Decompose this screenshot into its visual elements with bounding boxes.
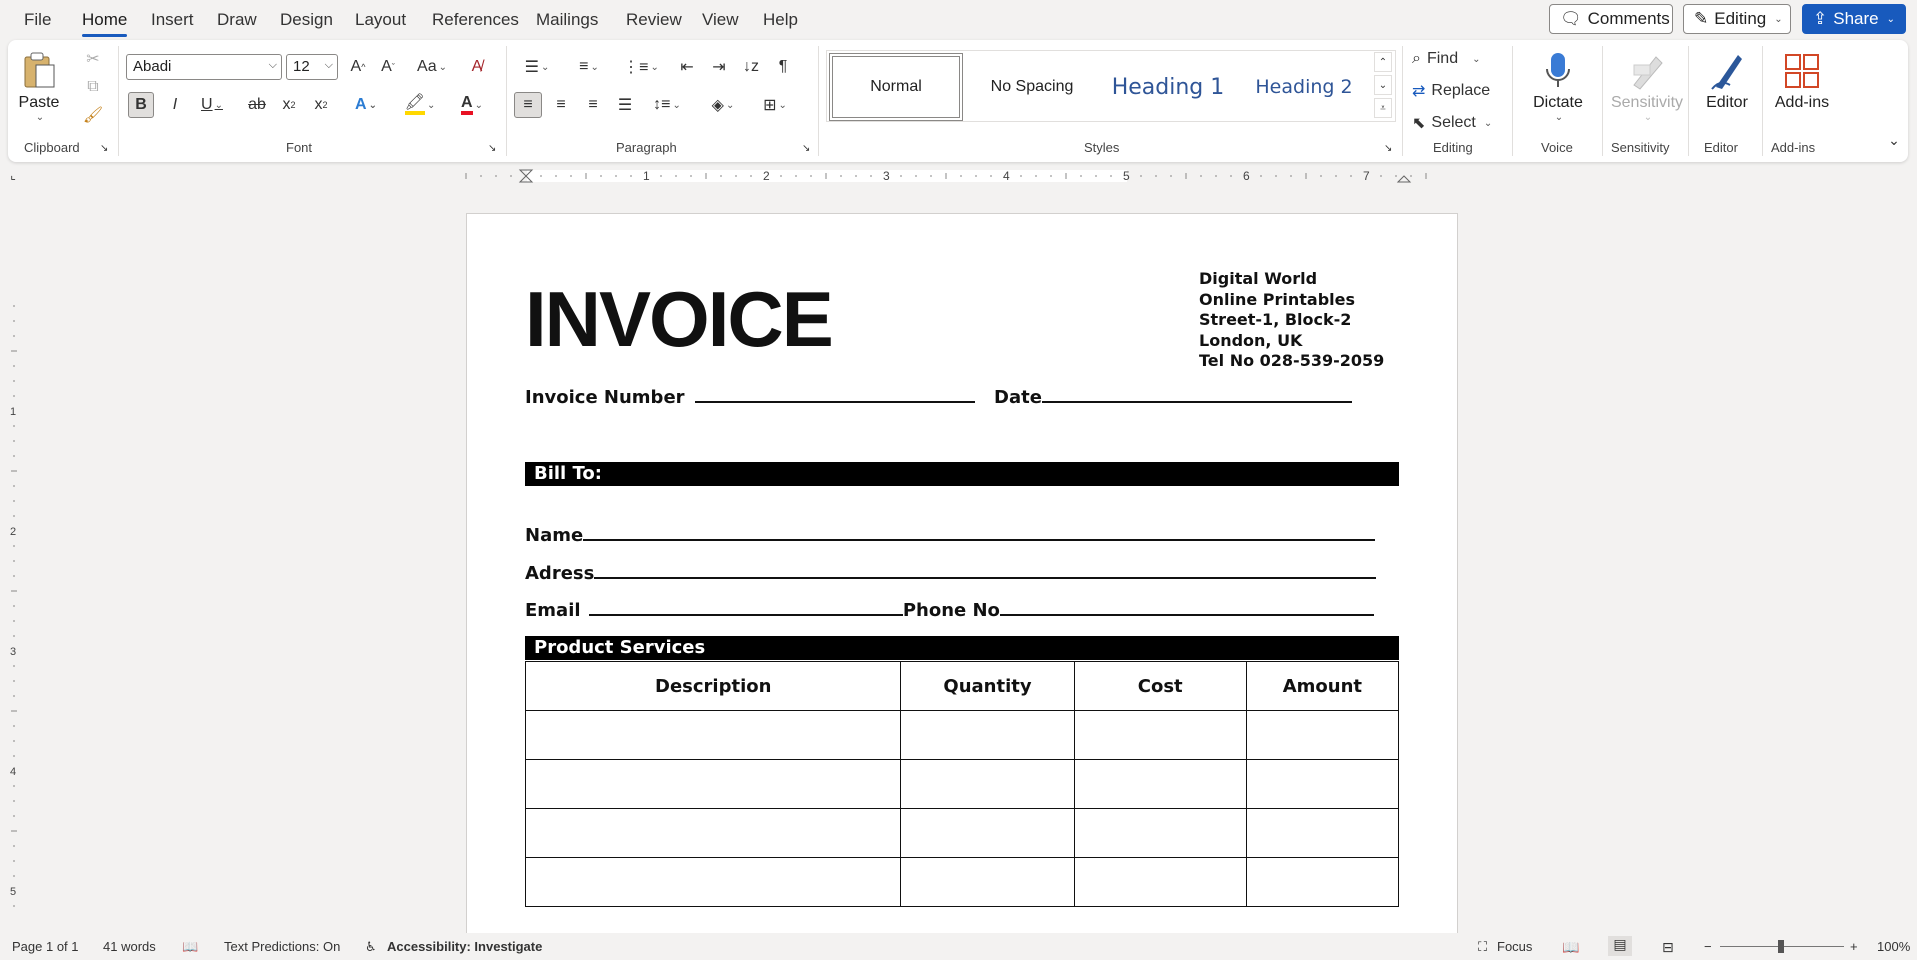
share-label: Share — [1833, 9, 1879, 28]
table-header: Quantity — [901, 662, 1074, 711]
dialog-launcher-icon[interactable]: ↘ — [488, 143, 497, 154]
editing-mode-button[interactable] — [1683, 4, 1791, 34]
invoice-title: INVOICE — [525, 275, 832, 363]
addins-label: Add-ins — [1774, 94, 1830, 111]
superscript-icon[interactable]: x 2 — [314, 96, 328, 113]
zoom-out-icon[interactable]: − — [1704, 939, 1712, 954]
bill-to-bar: Bill To: — [525, 462, 1399, 486]
addins-group-label: Add-ins — [1771, 140, 1816, 155]
focus-icon: ⛶ — [1478, 939, 1488, 954]
sensitivity-group-label: Sensitivity — [1611, 140, 1670, 155]
format-painter-icon[interactable]: 🖌 — [82, 107, 104, 124]
cut-icon[interactable]: ✂ — [86, 51, 100, 68]
text-effects-icon[interactable]: A ⌄ — [355, 96, 377, 113]
chevron-down-icon: ⌵ — [268, 59, 277, 71]
status-bar — [0, 933, 1917, 960]
separator — [506, 46, 507, 156]
separator — [818, 46, 819, 156]
web-layout-icon[interactable]: ⊟ — [1662, 939, 1674, 955]
vertical-ruler[interactable] — [6, 280, 22, 930]
decrease-indent-icon[interactable]: ⇤ — [680, 59, 694, 76]
subscript-icon[interactable]: x 2 — [282, 96, 296, 113]
name-line — [583, 523, 1375, 541]
menu-review[interactable]: Review — [626, 10, 682, 29]
table-cell[interactable] — [901, 760, 1074, 809]
text-predictions[interactable]: Text Predictions: On — [224, 939, 341, 954]
horizontal-ruler[interactable] — [465, 168, 1460, 184]
date-line — [1042, 385, 1352, 403]
table-cell[interactable] — [1246, 858, 1398, 907]
table-header: Cost — [1074, 662, 1246, 711]
pencil-icon: ✎ — [1694, 9, 1709, 28]
table-row — [526, 858, 1399, 907]
bullets-icon[interactable]: ☰ ⌄ — [524, 59, 550, 76]
address-field — [525, 561, 1376, 584]
sensitivity-label: Sensitivity — [1610, 94, 1684, 111]
chevron-down-icon: ⌄ — [1554, 112, 1564, 123]
table-cell[interactable] — [1246, 760, 1398, 809]
phone-line — [1000, 598, 1374, 616]
chevron-down-icon: ⌄ — [35, 112, 45, 123]
editor-button[interactable] — [1694, 48, 1760, 112]
email-field — [525, 598, 1374, 621]
editor-label: Editor — [1706, 94, 1748, 111]
table-cell[interactable] — [1074, 858, 1246, 907]
ruler-number: 7 — [1363, 169, 1370, 183]
highlight-color-icon[interactable]: 🖍 ⌄ — [398, 92, 442, 118]
cursor-icon: ⬉ — [1412, 115, 1426, 132]
addins-button[interactable] — [1766, 48, 1838, 112]
align-center-icon[interactable]: ≡ — [556, 96, 566, 113]
ruler-number: 3 — [883, 169, 890, 183]
share-button[interactable] — [1802, 4, 1906, 34]
separator — [118, 46, 119, 156]
menu-mailings[interactable]: Mailings — [536, 10, 599, 29]
menu-layout[interactable]: Layout — [355, 10, 407, 29]
table-cell[interactable] — [526, 858, 901, 907]
accessibility-status[interactable]: Accessibility: Investigate — [387, 939, 543, 954]
table-cell[interactable] — [526, 809, 901, 858]
ruler-number: 1 — [10, 406, 17, 418]
company-line: Online Printables — [1199, 289, 1356, 309]
dialog-launcher-icon[interactable]: ↘ — [100, 143, 109, 154]
company-line: Digital World — [1199, 269, 1318, 288]
ruler-number: 5 — [10, 886, 17, 898]
chevron-down-icon: ⌄ — [1886, 13, 1896, 25]
font-group-label: Font — [286, 140, 313, 155]
document-page[interactable] — [466, 213, 1458, 933]
increase-indent-icon[interactable]: ⇥ — [712, 59, 726, 76]
align-left-icon[interactable]: ≡ — [514, 92, 542, 118]
table-cell[interactable] — [526, 760, 901, 809]
table-cell[interactable] — [901, 809, 1074, 858]
scroll-down-icon[interactable]: ⌄ — [1374, 75, 1392, 95]
table-cell[interactable] — [526, 711, 901, 760]
sort-icon[interactable]: ↓z — [743, 58, 759, 75]
grow-font-icon[interactable]: A ^ — [350, 58, 366, 75]
company-line: London, UK — [1199, 330, 1303, 350]
bold-icon[interactable]: B — [128, 92, 154, 118]
underline-icon[interactable]: U ⌄ — [201, 96, 223, 113]
ruler-number: 5 — [1123, 169, 1130, 183]
address-line — [594, 561, 1376, 579]
company-line: Street-1, Block-2 — [1199, 310, 1352, 329]
table-row — [526, 760, 1399, 809]
ruler-number: 4 — [10, 766, 17, 778]
chevron-down-icon: ⌵ — [324, 59, 333, 71]
comments-button[interactable] — [1549, 4, 1673, 34]
dialog-launcher-icon[interactable]: ↘ — [802, 143, 811, 154]
invoice-number-field — [525, 385, 975, 408]
font-color-icon[interactable]: A ⌄ — [450, 92, 494, 118]
email-line — [589, 598, 903, 616]
table-header: Amount — [1246, 662, 1398, 711]
editor-icon — [1694, 48, 1760, 94]
italic-icon[interactable]: I — [172, 96, 178, 113]
menu-references[interactable]: References — [432, 10, 519, 29]
scroll-up-icon[interactable]: ⌃ — [1374, 52, 1392, 72]
separator — [1512, 46, 1513, 156]
zoom-level[interactable]: 100% — [1877, 939, 1911, 954]
ribbon — [8, 40, 1908, 162]
numbering-icon[interactable]: ≡ ⌄ — [579, 58, 599, 75]
style-normal[interactable]: Normal — [829, 53, 963, 121]
table-cell[interactable] — [1246, 809, 1398, 858]
menu-design[interactable]: Design — [280, 10, 333, 29]
editor-group-label: Editor — [1704, 140, 1738, 155]
date-label: Date — [994, 387, 1042, 408]
justify-icon[interactable]: ☰ — [617, 97, 633, 114]
shading-icon[interactable]: ◈ ⌄ — [711, 97, 735, 114]
ruler-number: 1 — [643, 169, 650, 183]
table-row — [526, 711, 1399, 760]
replace-button[interactable] — [1412, 78, 1502, 104]
share-icon: ⇪ — [1813, 9, 1828, 28]
product-services-bar: Product Services — [525, 636, 1399, 660]
tab-selector-icon[interactable]: ⌞ — [10, 168, 16, 182]
copy-icon[interactable]: ⧉ — [87, 78, 99, 95]
line-spacing-icon[interactable]: ↕≡ ⌄ — [653, 96, 681, 113]
print-layout-icon[interactable]: ▤ — [1608, 936, 1632, 956]
clipboard-group-label: Clipboard — [24, 140, 80, 155]
paste-icon — [14, 48, 64, 94]
invoice-number-line — [695, 385, 975, 403]
search-icon: ⌕ — [1412, 50, 1421, 67]
word-count[interactable]: 41 words — [103, 939, 156, 954]
menu-draw[interactable]: Draw — [217, 10, 257, 29]
table-header-row — [526, 662, 1399, 711]
addins-icon — [1766, 48, 1838, 94]
table-cell[interactable] — [1074, 711, 1246, 760]
styles-more-icon[interactable]: ⩡ — [1374, 98, 1392, 118]
separator — [1688, 46, 1689, 156]
select-button[interactable]: ⬉ Select ⌄ — [1412, 114, 1493, 132]
multilevel-list-icon[interactable]: ⋮≡ ⌄ — [623, 59, 659, 76]
borders-icon[interactable]: ⊞ ⌄ — [763, 97, 787, 114]
comment-icon: 🗨 — [1560, 9, 1582, 28]
shrink-font-icon[interactable]: A ˇ — [381, 58, 395, 75]
select-label: Select — [1431, 114, 1476, 131]
name-field — [525, 523, 1375, 546]
align-right-icon[interactable]: ≡ — [588, 96, 598, 113]
phone-label: Phone No — [902, 600, 1000, 621]
separator — [1402, 46, 1403, 156]
dictate-label: Dictate — [1533, 94, 1583, 111]
table-header: Description — [526, 662, 901, 711]
table-cell[interactable] — [1074, 809, 1246, 858]
menu-home[interactable]: Home — [82, 10, 128, 29]
zoom-in-icon[interactable]: + — [1850, 939, 1858, 954]
email-label: Email — [525, 600, 581, 621]
table-cell[interactable] — [1074, 760, 1246, 809]
sensitivity-button[interactable] — [1606, 48, 1688, 123]
change-case-icon[interactable]: Aa ⌄ — [417, 58, 447, 75]
table-row — [526, 809, 1399, 858]
company-line: Tel No 028-539-2059 — [1199, 351, 1385, 370]
replace-label: Replace — [1431, 82, 1491, 99]
show-formatting-icon[interactable]: ¶ — [778, 58, 788, 75]
dialog-launcher-icon[interactable]: ↘ — [1384, 143, 1393, 154]
editing-group-label: Editing — [1433, 140, 1473, 155]
company-info — [1199, 269, 1384, 372]
ruler-number: 2 — [763, 169, 770, 183]
product-table — [525, 661, 1399, 907]
page-count[interactable]: Page 1 of 1 — [12, 939, 79, 954]
name-label: Name — [525, 525, 584, 546]
chevron-down-icon: ⌄ — [1774, 13, 1783, 25]
invoice-number-label: Invoice Number — [525, 387, 685, 408]
styles-group-label: Styles — [1084, 140, 1120, 155]
font-size-value: 12 — [293, 58, 310, 75]
sensitivity-icon — [1606, 48, 1688, 94]
collapse-ribbon-icon[interactable]: ⌄ — [1888, 131, 1900, 148]
menu-file[interactable]: File — [24, 10, 52, 29]
paste-button[interactable] — [14, 48, 64, 123]
microphone-icon — [1520, 48, 1596, 94]
style-no-spacing[interactable]: No Spacing — [990, 78, 1074, 95]
font-size-select[interactable] — [286, 54, 338, 80]
menu-view[interactable]: View — [702, 10, 739, 29]
date-field — [994, 385, 1352, 408]
ruler-number: 3 — [10, 646, 17, 658]
chevron-down-icon: ⌄ — [1643, 112, 1653, 123]
menu-bar — [0, 0, 1917, 40]
style-heading-1[interactable]: Heading 1 — [1111, 74, 1225, 100]
styles-gallery — [826, 50, 1396, 122]
table-cell[interactable] — [901, 858, 1074, 907]
address-label: Adress — [525, 563, 595, 584]
menu-help[interactable]: Help — [763, 10, 798, 29]
table-cell[interactable] — [1246, 711, 1398, 760]
ruler-number: 4 — [1003, 169, 1010, 183]
read-mode-icon[interactable]: 📖 — [1562, 939, 1580, 955]
zoom-slider-thumb[interactable] — [1778, 940, 1784, 953]
font-name-value: Abadi — [133, 58, 172, 75]
menu-insert[interactable]: Insert — [151, 10, 194, 29]
focus-button[interactable]: Focus — [1497, 939, 1533, 954]
paragraph-group-label: Paragraph — [616, 140, 677, 155]
separator — [1602, 46, 1603, 156]
editing-label: Editing — [1714, 9, 1767, 28]
clear-formatting-icon[interactable]: A̸ — [471, 58, 483, 75]
paste-label: Paste — [18, 94, 60, 111]
dictate-button[interactable] — [1520, 48, 1596, 123]
comments-label: Comments — [1587, 9, 1670, 28]
ruler-number: 2 — [10, 526, 17, 538]
strikethrough-icon[interactable]: ab — [248, 96, 266, 113]
find-label: Find — [1426, 50, 1459, 67]
voice-group-label: Voice — [1541, 140, 1573, 155]
find-button[interactable]: ⌕ Find ⌄ — [1412, 50, 1481, 67]
separator — [1762, 46, 1763, 156]
style-heading-2[interactable]: Heading 2 — [1255, 76, 1353, 98]
replace-icon: ⇄ — [1412, 83, 1426, 100]
font-name-select[interactable] — [126, 54, 282, 80]
accessibility-icon: ♿ — [365, 939, 377, 954]
ruler-number: 6 — [1243, 169, 1250, 183]
proofing-icon[interactable]: 📖 — [182, 939, 199, 954]
table-cell[interactable] — [901, 711, 1074, 760]
